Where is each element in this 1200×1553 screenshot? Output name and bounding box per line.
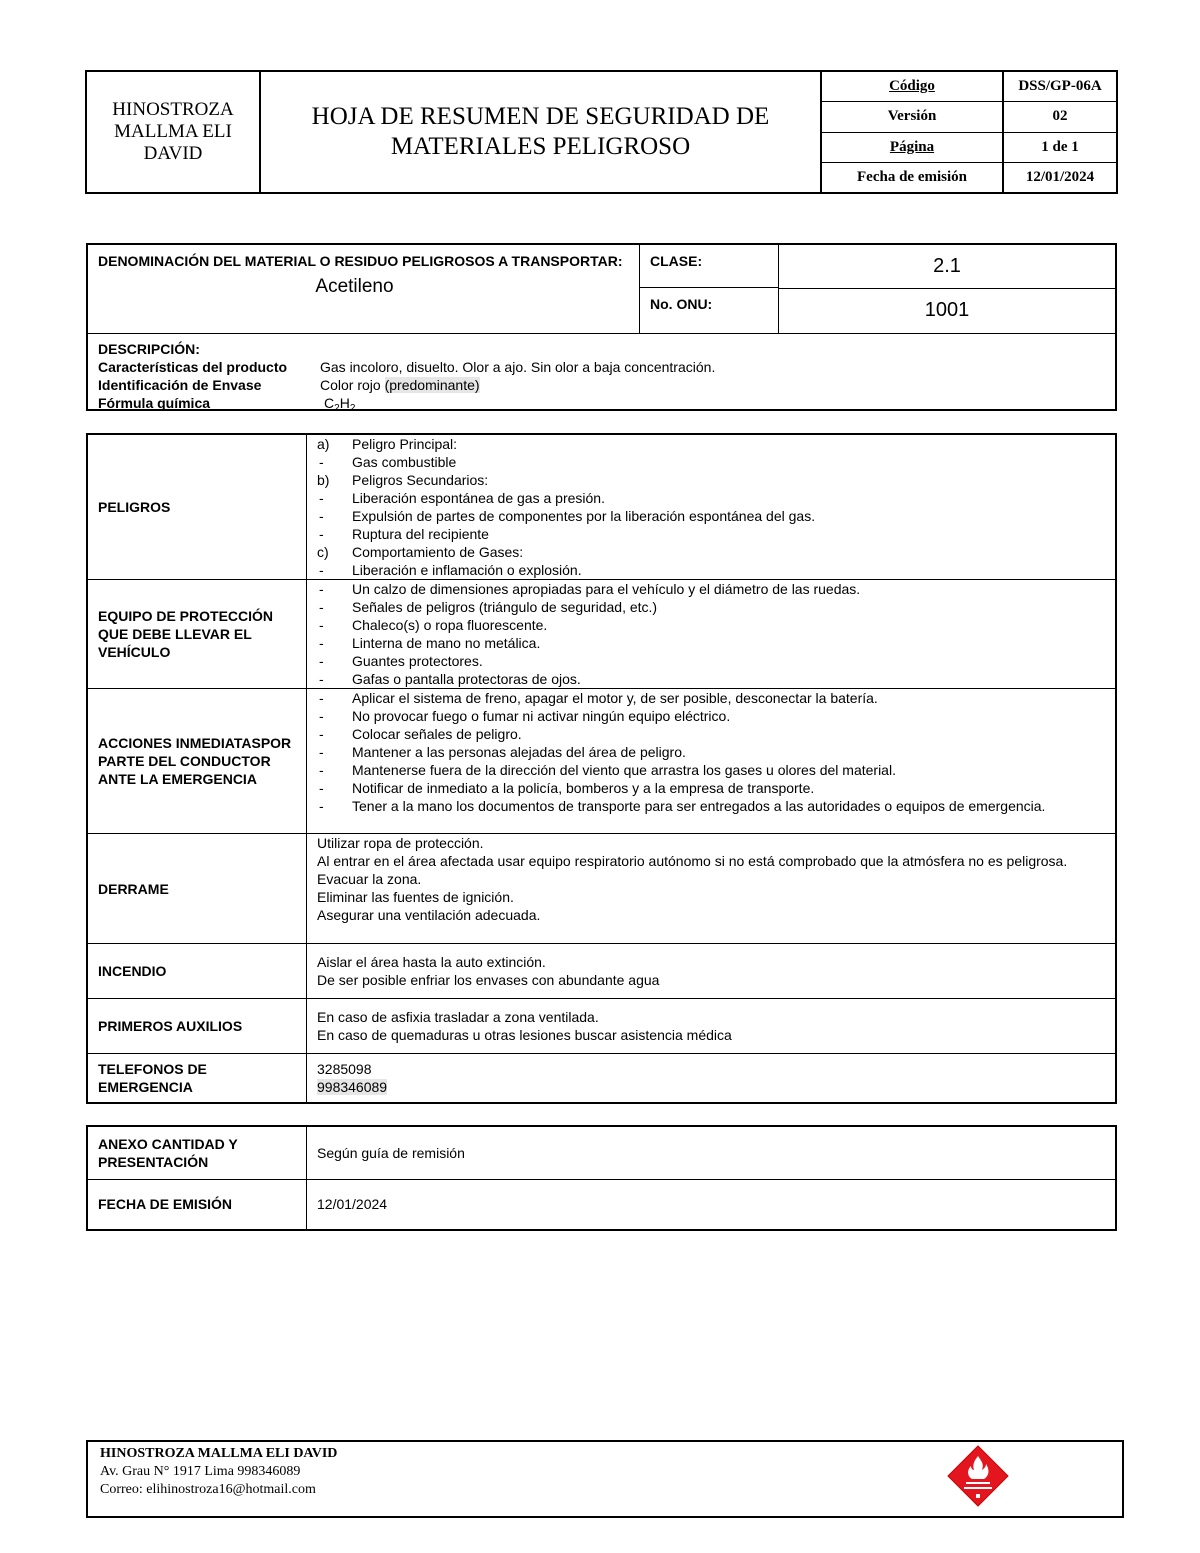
list-item: [317, 761, 1105, 779]
bullet-dash: -: [319, 562, 324, 578]
list-item: [317, 725, 1105, 743]
peligro-group-title: [317, 435, 1105, 453]
list-item-text: Linterna de mano no metálica.: [352, 635, 541, 651]
list-item: [317, 743, 1105, 761]
auxilios-content: [307, 999, 1117, 1054]
bullet-dash: -: [319, 762, 324, 778]
bullet-dash: -: [319, 454, 324, 470]
annex-table: [86, 1125, 1117, 1231]
characteristics-value: Gas incoloro, disuelto. Olor a ajo. Sin olor a baja concentración.: [320, 359, 716, 375]
bullet-dash: -: [319, 490, 324, 506]
characteristics-label: Características del producto: [98, 359, 288, 375]
list-item-text: Tener a la mano los documentos de transporte para ser entregados a las autoridades o equipos de emergencia.: [352, 798, 1046, 814]
bullet-dash: -: [319, 581, 324, 597]
formula-value: [320, 394, 355, 418]
bullet-dash: -: [319, 744, 324, 760]
onu-label: No. ONU:: [640, 288, 779, 333]
list-item: [317, 453, 1105, 471]
description-row: [98, 376, 715, 394]
equipo-content: [307, 580, 1117, 689]
fecha-value: 12/01/2024: [307, 1179, 1117, 1230]
container-note: (predominante): [384, 377, 480, 393]
list-item-text: Expulsión de partes de componentes por la liberación espontánea del gas.: [352, 508, 816, 524]
formula-element: H: [339, 395, 350, 411]
annex-row: [87, 1126, 1116, 1179]
bullet-dash: -: [319, 653, 324, 669]
list-marker: b): [317, 472, 330, 488]
list-item: [317, 670, 1105, 688]
meta-label: Página: [822, 133, 1004, 162]
formula-element: C: [324, 395, 335, 411]
list-item-text: Gafas o pantalla protectoras de ojos.: [352, 671, 581, 687]
placard-text-line: [966, 1482, 990, 1484]
document-footer: [86, 1440, 1124, 1518]
list-item: [317, 779, 1105, 797]
material-description: [98, 340, 715, 418]
fecha-label: FECHA DE EMISIÓN: [87, 1179, 307, 1230]
meta-value: 02: [1052, 108, 1068, 125]
document-meta: [822, 72, 1116, 192]
document-title: HOJA DE RESUMEN DE SEGURIDAD DE MATERIALES PELIGROSO: [261, 72, 822, 192]
text-line: Evacuar la zona.: [317, 871, 422, 887]
list-item: [317, 634, 1105, 652]
peligros-label: PELIGROS: [87, 434, 307, 580]
text-line: Eliminar las fuentes de ignición.: [317, 889, 514, 905]
meta-row-version: [822, 102, 1116, 132]
auxilios-label: PRIMEROS AUXILIOS: [87, 999, 307, 1054]
material-top-row: [88, 245, 1115, 334]
text-line: De ser posible enfriar los envases con abundante agua: [317, 972, 660, 988]
formula-subscript: 2: [334, 403, 340, 414]
list-item-text: Aplicar el sistema de freno, apagar el motor y, de ser posible, desconectar la batería.: [352, 690, 878, 706]
group-title: Peligros Secundarios:: [352, 472, 489, 488]
description-row: [98, 358, 715, 376]
list-item: [317, 797, 1105, 815]
material-name-cell: [88, 245, 640, 333]
text-line: En caso de quemaduras u otras lesiones buscar asistencia médica: [317, 1027, 732, 1043]
group-title: Comportamiento de Gases:: [352, 544, 524, 560]
peligro-group-title: [317, 471, 1105, 489]
list-item: [317, 598, 1105, 616]
list-item: [317, 707, 1105, 725]
meta-value: 12/01/2024: [1025, 168, 1095, 185]
cantidad-value: Según guía de remisión: [307, 1126, 1117, 1179]
list-item: [317, 561, 1105, 579]
list-item-text: Mantener a las personas alejadas del área de peligro.: [352, 744, 686, 760]
placard-text-line: [964, 1487, 992, 1489]
list-item-text: Liberación e inflamación o explosión.: [352, 562, 582, 578]
telefonos-content: [307, 1054, 1117, 1103]
bullet-dash: -: [319, 508, 324, 524]
meta-value: DSS/GP-06A: [1018, 78, 1102, 95]
list-item-text: Chaleco(s) o ropa fluorescente.: [352, 617, 548, 633]
phone-number: 3285098: [317, 1060, 372, 1077]
material-name-label: DENOMINACIÓN DEL MATERIAL O RESIDUO PELIGROSOS A TRANSPORTAR:: [98, 253, 623, 269]
text-line: Asegurar una ventilación adecuada.: [317, 907, 541, 923]
list-item: [317, 616, 1105, 634]
formula-subscript: 2: [349, 403, 356, 414]
list-item-text: Mantenerse fuera de la dirección del viento que arrastra los gases u olores del material.: [352, 762, 896, 778]
phone-number: 998346089: [317, 1078, 388, 1095]
list-item-text: No provocar fuego o fumar ni activar ningún equipo eléctrico.: [352, 708, 731, 724]
incendio-content: [307, 944, 1117, 999]
list-item-text: Guantes protectores.: [352, 653, 483, 669]
bullet-dash: -: [319, 726, 324, 742]
container-color: Color rojo: [320, 377, 385, 393]
material-name-value: Acetileno: [315, 276, 394, 297]
list-item-text: Colocar señales de peligro.: [352, 726, 522, 742]
material-table: [86, 243, 1117, 414]
auxilios-row: [87, 999, 1116, 1054]
meta-label: Fecha de emisión: [822, 163, 1004, 192]
bullet-dash: -: [319, 780, 324, 796]
bullet-dash: -: [319, 617, 324, 633]
text-line: Al entrar en el área afectada usar equipo respiratorio autónomo si no está comprobado que la atmósfera no es peligrosa.: [317, 853, 1068, 869]
formula-label: Fórmula química: [98, 395, 211, 411]
container-label: Identificación de Envase: [98, 377, 262, 393]
bullet-dash: -: [319, 599, 324, 615]
acciones-content: [307, 689, 1117, 834]
onu-value: 1001: [924, 299, 970, 321]
footer-address: Av. Grau N° 1917 Lima 998346089: [100, 1464, 301, 1479]
meta-value: 1 de 1: [1041, 138, 1079, 155]
class-label: CLASE:: [640, 245, 779, 288]
footer-contact: [100, 1445, 337, 1499]
list-item: [317, 525, 1105, 543]
list-item-text: Un calzo de dimensiones apropiadas para el vehículo y el diámetro de las ruedas.: [352, 581, 861, 597]
list-item-text: Señales de peligros (triángulo de seguridad, etc.): [352, 599, 658, 615]
list-item: [317, 652, 1105, 670]
list-item-text: Notificar de inmediato a la policía, bomberos y a la empresa de transporte.: [352, 780, 815, 796]
text-line: Aislar el área hasta la auto extinción.: [317, 954, 546, 970]
meta-label: Versión: [822, 102, 1004, 131]
list-item-text: Gas combustible: [352, 454, 457, 470]
class-number-mark: [976, 1494, 980, 1498]
list-item: [317, 580, 1105, 598]
footer-company-name: HINOSTROZA MALLMA ELI DAVID: [100, 1446, 338, 1461]
peligros-content: [307, 434, 1117, 580]
footer-email: Correo: elihinostroza16@hotmail.com: [100, 1482, 316, 1497]
list-marker: a): [317, 436, 330, 452]
telefonos-label: TELEFONOS DE EMERGENCIA: [87, 1054, 307, 1103]
acciones-row: [87, 689, 1116, 834]
list-item: [317, 689, 1105, 707]
derrame-row: [87, 834, 1116, 944]
text-line: Utilizar ropa de protección.: [317, 835, 484, 851]
meta-row-code: [822, 72, 1116, 102]
cantidad-label: ANEXO CANTIDAD Y PRESENTACIÓN: [87, 1126, 307, 1179]
hazards-table: [86, 433, 1117, 1104]
company-name: HINOSTROZA MALLMA ELI DAVID: [87, 72, 261, 192]
text-line: En caso de asfixia trasladar a zona ventilada.: [317, 1009, 599, 1025]
equipo-row: [87, 580, 1116, 689]
bullet-dash: -: [319, 708, 324, 724]
description-row: [98, 394, 715, 418]
telefonos-row: [87, 1054, 1116, 1103]
description-label: DESCRIPCIÓN:: [98, 341, 200, 357]
derrame-label: DERRAME: [87, 834, 307, 944]
list-item: [317, 507, 1105, 525]
flammable-gas-diamond-icon: [946, 1444, 1010, 1508]
list-item: [317, 489, 1105, 507]
list-marker: c): [317, 544, 329, 560]
peligro-group-title: [317, 543, 1105, 561]
bullet-dash: -: [319, 635, 324, 651]
bullet-dash: -: [319, 690, 324, 706]
container-value: [320, 376, 480, 394]
bullet-dash: -: [319, 526, 324, 542]
bullet-dash: -: [319, 798, 324, 814]
incendio-row: [87, 944, 1116, 999]
bullet-dash: -: [319, 671, 324, 687]
incendio-label: INCENDIO: [87, 944, 307, 999]
meta-row-date: [822, 163, 1116, 192]
list-item-text: Ruptura del recipiente: [352, 526, 489, 542]
meta-label: Código: [822, 72, 1004, 101]
list-item-text: Liberación espontánea de gas a presión.: [352, 490, 605, 506]
phone-line: [317, 1078, 1105, 1096]
acciones-label: ACCIONES INMEDIATASPOR PARTE DEL CONDUCTOR ANTE LA EMERGENCIA: [87, 689, 307, 834]
equipo-label: EQUIPO DE PROTECCIÓN QUE DEBE LLEVAR EL VEHÍCULO: [87, 580, 307, 689]
class-value: 2.1: [779, 245, 1115, 289]
document-header: [85, 70, 1118, 194]
derrame-content: [307, 834, 1117, 944]
group-title: Peligro Principal:: [352, 436, 458, 452]
annex-row: [87, 1179, 1116, 1230]
meta-row-page: [822, 133, 1116, 163]
peligros-row: [87, 434, 1116, 580]
